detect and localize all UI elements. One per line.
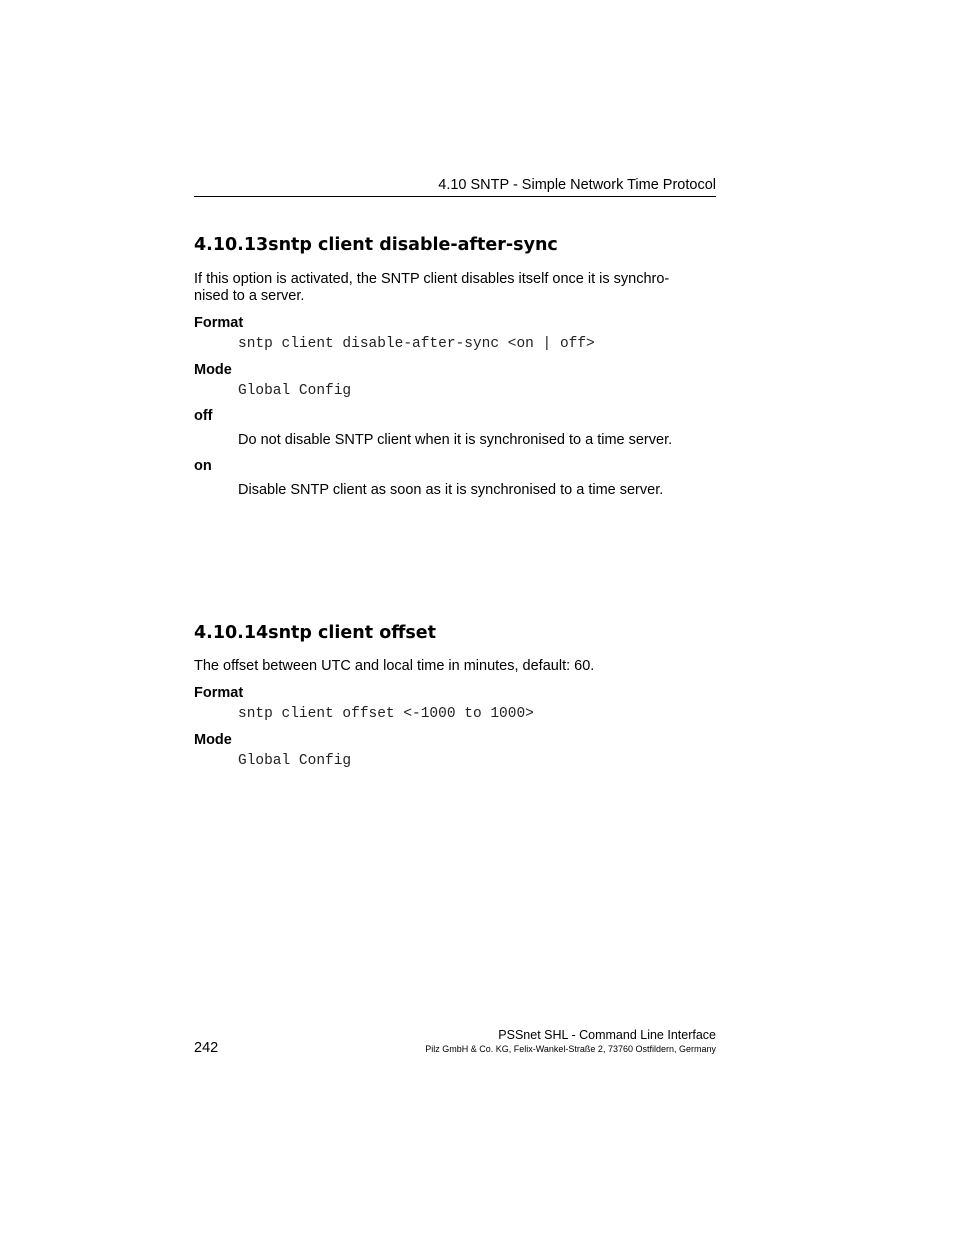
format-code: sntp client disable-after-sync <on | off>	[238, 336, 595, 352]
mode-label: Mode	[194, 732, 232, 748]
running-header: 4.10 SNTP - Simple Network Time Protocol	[438, 177, 716, 193]
document-page	[194, 0, 716, 1235]
header-rule	[194, 196, 716, 197]
format-label: Format	[194, 315, 244, 331]
footer-address: Pilz GmbH & Co. KG, Felix-Wankel-Straße 2, 73760 Ostfildern, Germany	[425, 1044, 716, 1054]
format-code: sntp client offset <-1000 to 1000>	[238, 706, 534, 722]
section-heading-offset: 4.10.14sntp client offset	[194, 623, 437, 643]
section-description: The offset between UTC and local time in minutes, default: 60.	[194, 658, 595, 674]
mode-value: Global Config	[238, 383, 352, 399]
mode-value: Global Config	[238, 753, 352, 769]
section-description-line-1: If this option is activated, the SNTP client disables itself once it is synchro-	[194, 271, 670, 287]
section-description-line-2: nised to a server.	[194, 288, 305, 304]
mode-label: Mode	[194, 362, 232, 378]
option-description-off: Do not disable SNTP client when it is synchronised to a time server.	[238, 432, 673, 448]
section-heading-disable-after-sync: 4.10.13sntp client disable-after-sync	[194, 235, 558, 255]
page-number: 242	[194, 1040, 219, 1056]
option-name-on: on	[194, 458, 212, 474]
footer-title: PSSnet SHL - Command Line Interface	[498, 1028, 716, 1042]
option-name-off: off	[194, 408, 213, 424]
option-description-on: Disable SNTP client as soon as it is synchronised to a time server.	[238, 482, 664, 498]
format-label: Format	[194, 685, 244, 701]
